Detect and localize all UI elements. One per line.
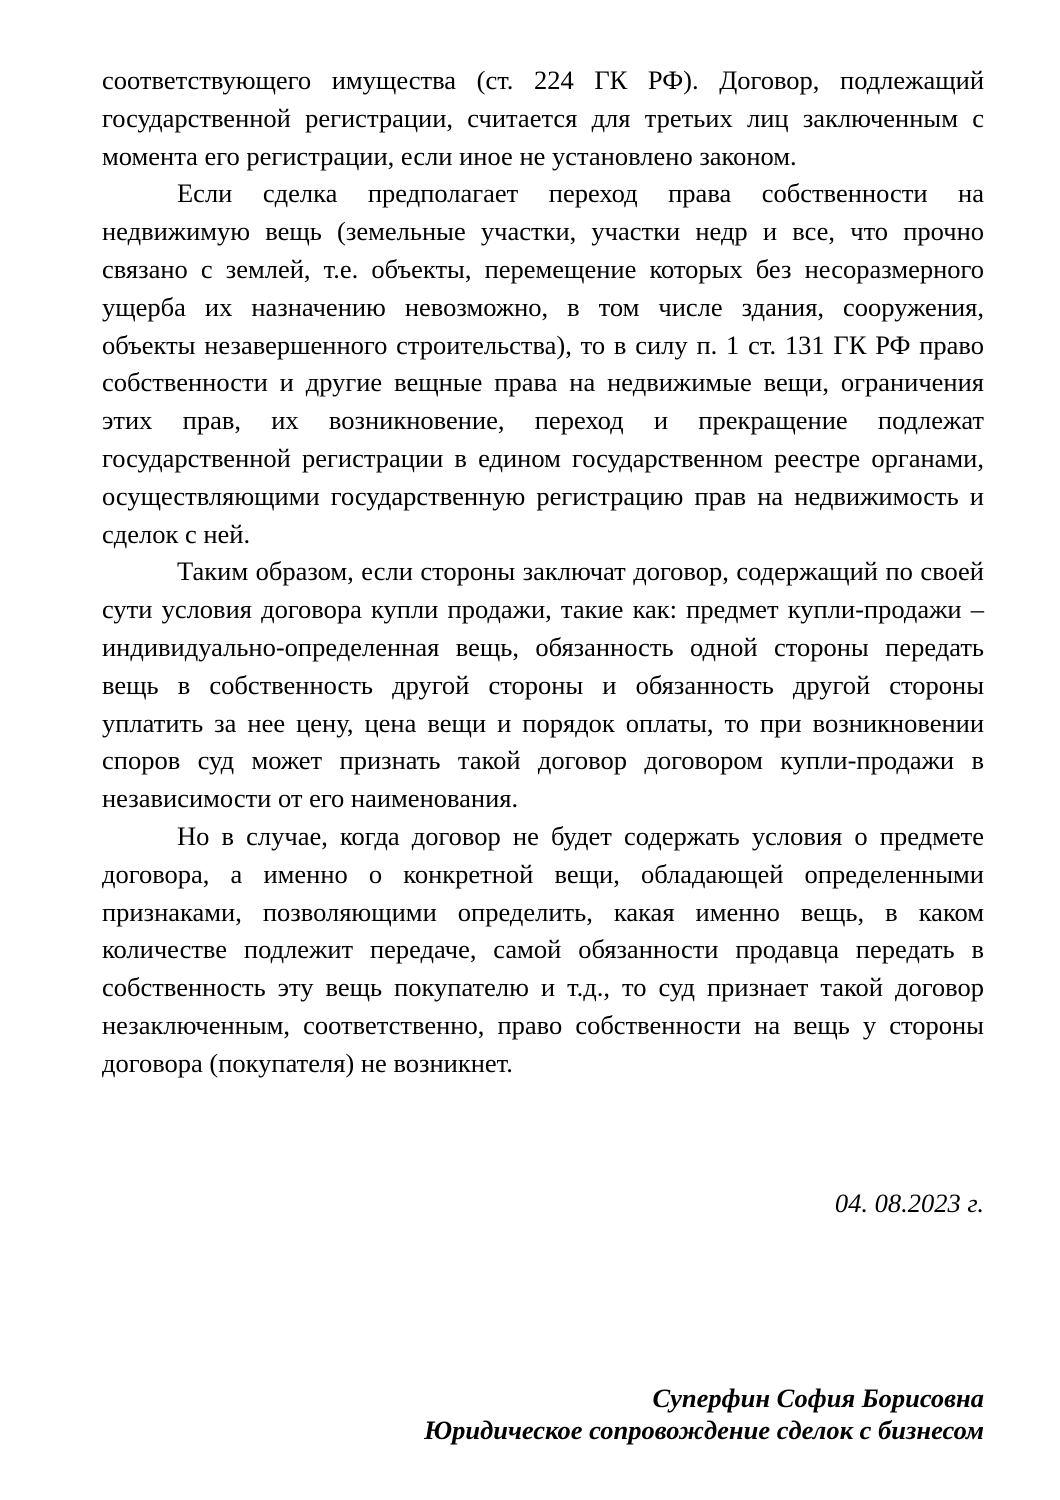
paragraph-unconcluded-contract: Но в случае, когда договор не будет содержать условия о предмете договора, а именно о конкретной вещи, обладающей определенными признаками, позволяющими определить, какая именно вещь, в каком количестве подлежит передаче, самой обязанности продавца передать в собственность эту вещь покупателю и т.д., то суд признает такой договор незаключенным, соответственно, право собственности на вещь у стороны договора (покупателя) не возникнет. xyxy=(102,820,984,1078)
signature-name: Суперфин София Борисовна xyxy=(652,1383,984,1413)
paragraph-real-estate-registration: Если сделка предполагает переход права собственности на недвижимую вещь (земельные участки, участки недр и все, что прочно связано с землей, т.е. объекты, перемещение которых без несоразмерного ущерба их назначению невозможно, в том числе здания, сооружения, объекты незавершенного строительства), то в силу п. 1 ст. 131 ГК РФ право собственности и другие вещные права на недвижимые вещи, ограничения этих прав, их возникновение, переход и прекращение подлежат государственной регистрации в едином государственном реестре органами, осуществляющими государственную регистрацию прав на недвижимость и сделок с ней. xyxy=(102,178,984,549)
signature-title: Юридическое сопровождение сделок с бизнесом xyxy=(424,1415,984,1445)
paragraph-sale-contract-conditions: Таким образом, если стороны заключат договор, содержащий по своей сути условия договора купли продажи, такие как: предмет купли-продажи – индивидуально-определенная вещь, обязанность одной стороны передать вещь в собственность другой стороны и обязанность другой стороны уплатить за нее цену, цена вещи и порядок оплаты, то при возникновении споров суд может признать такой договор договором купли-продажи в независимости от его наименования. xyxy=(102,556,984,814)
paragraph-continuation: соответствующего имущества (ст. 224 ГК РФ). Договор, подлежащий государственной регистрации, считается для третьих лиц заключенным с момента его регистрации, если иное не установлено законом. xyxy=(102,65,984,171)
document-date: 04. 08.2023 г. xyxy=(834,1188,984,1218)
document-body xyxy=(102,62,984,1083)
signature-block xyxy=(424,1382,984,1446)
